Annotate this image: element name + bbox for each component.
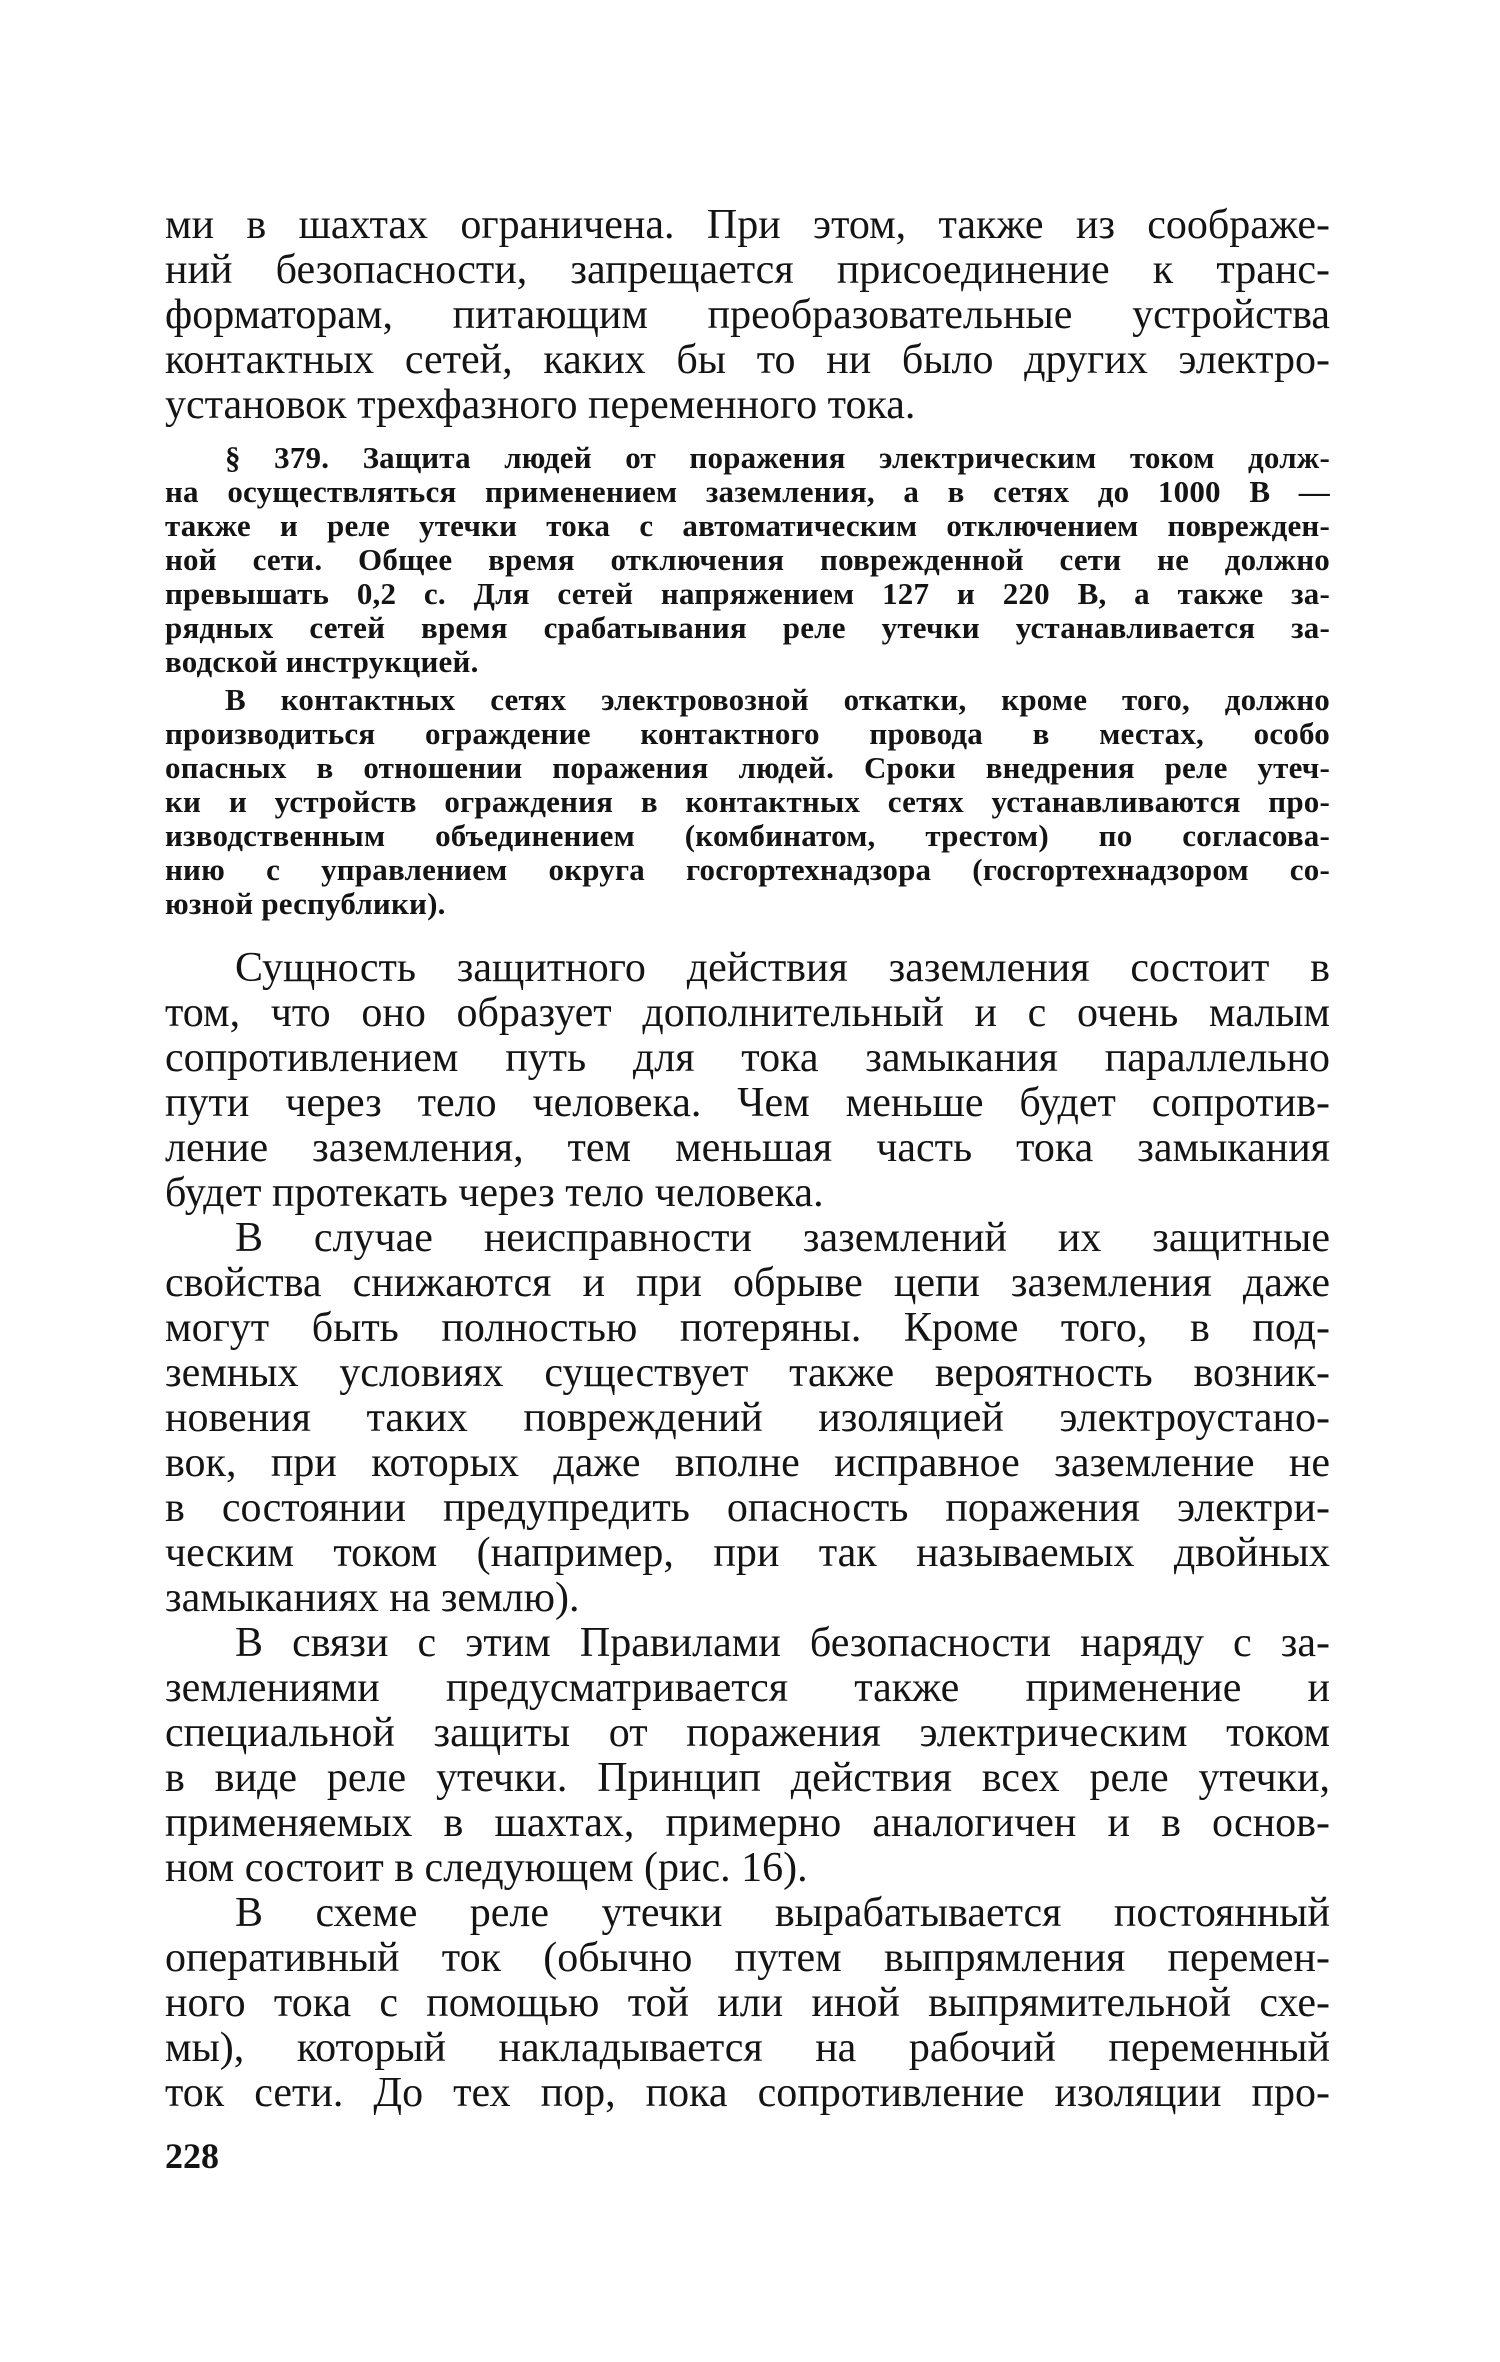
text-line: Сущность защитного действия заземления состоит в xyxy=(235,945,1330,991)
text-line: В случае неисправности заземлений их защитные xyxy=(235,1215,1330,1261)
text-line: землениями предусматривается также применение и xyxy=(165,1665,1330,1711)
rule-text-line: рядных сетей время срабатывания реле утечки устанавливается за- xyxy=(165,610,1330,645)
text-line: применяемых в шахтах, примерно аналогичен и в основ- xyxy=(165,1800,1330,1846)
text-line: специальной защиты от поражения электрическим током xyxy=(165,1710,1330,1756)
text-line: будет протекать через тело человека. xyxy=(165,1170,824,1216)
rule-text-line: юзной республики). xyxy=(165,886,446,921)
rule-text-line: на осуществляться применением заземления, а в сетях до 1000 В — xyxy=(165,474,1330,509)
text-line: установок трехфазного переменного тока. xyxy=(165,382,916,428)
rule-text-line: ной сети. Общее время отключения поврежденной сети не должно xyxy=(165,542,1330,577)
text-line: оперативный ток (обычно путем выпрямления перемен- xyxy=(165,1935,1330,1981)
rule-text-line: водской инструкцией. xyxy=(165,644,479,679)
text-line: свойства снижаются и при обрыве цепи заземления даже xyxy=(165,1260,1330,1306)
text-line: пути через тело человека. Чем меньше будет сопротив- xyxy=(165,1080,1330,1126)
text-line: новения таких повреждений изоляцией электроустано- xyxy=(165,1395,1330,1441)
text-line: сопротивлением путь для тока замыкания параллельно xyxy=(165,1035,1330,1081)
text-line: ний безопасности, запрещается присоединение к транс- xyxy=(165,247,1330,293)
text-line: форматорам, питающим преобразовательные устройства xyxy=(165,292,1330,338)
rule-text-line: нию с управлением округа госгортехнадзора (госгортехнадзором со- xyxy=(165,852,1330,887)
text-line: В схеме реле утечки вырабатывается постоянный xyxy=(235,1890,1330,1936)
text-line: ление заземления, тем меньшая часть тока замыкания xyxy=(165,1125,1330,1171)
text-line: в состоянии предупредить опасность поражения электри- xyxy=(165,1485,1330,1531)
text-line: ного тока с помощью той или иной выпрямительной схе- xyxy=(165,1980,1330,2026)
text-line: ном состоит в следующем (рис. 16). xyxy=(165,1845,808,1891)
text-line: замыканиях на землю). xyxy=(165,1575,580,1621)
text-line: В связи с этим Правилами безопасности наряду с за- xyxy=(235,1620,1330,1666)
rule-text-line: § 379. Защита людей от поражения электрическим током долж- xyxy=(225,440,1330,475)
text-line: мы), который накладывается на рабочий переменный xyxy=(165,2025,1330,2071)
page-number: 228 xyxy=(165,2136,219,2176)
text-line: земных условиях существует также вероятность возник- xyxy=(165,1350,1330,1396)
rule-text-line: В контактных сетях электровозной откатки, кроме того, должно xyxy=(225,682,1330,717)
text-line: контактных сетей, каких бы то ни было других электро- xyxy=(165,337,1330,383)
rule-text-line: также и реле утечки тока с автоматическим отключением поврежден- xyxy=(165,508,1330,543)
text-line: ток сети. До тех пор, пока сопротивление изоляции про- xyxy=(165,2070,1330,2116)
text-line: в виде реле утечки. Принцип действия всех реле утечки, xyxy=(165,1755,1330,1801)
text-line: ческим током (например, при так называемых двойных xyxy=(165,1530,1330,1576)
rule-text-line: производиться ограждение контактного провода в местах, особо xyxy=(165,716,1330,751)
rule-text-line: превышать 0,2 с. Для сетей напряжением 127 и 220 В, а также за- xyxy=(165,576,1330,611)
rule-text-line: ки и устройств ограждения в контактных сетях устанавливаются про- xyxy=(165,784,1330,819)
text-line: вок, при которых даже вполне исправное заземление не xyxy=(165,1440,1330,1486)
rule-text-line: опасных в отношении поражения людей. Сроки внедрения реле утеч- xyxy=(165,750,1330,785)
text-line: ми в шахтах ограничена. При этом, также из соображе- xyxy=(165,202,1330,248)
text-line: могут быть полностью потеряны. Кроме того, в под- xyxy=(165,1305,1330,1351)
rule-text-line: изводственным объединением (комбинатом, трестом) по согласова- xyxy=(165,818,1330,853)
text-line: том, что оно образует дополнительный и с очень малым xyxy=(165,990,1330,1036)
